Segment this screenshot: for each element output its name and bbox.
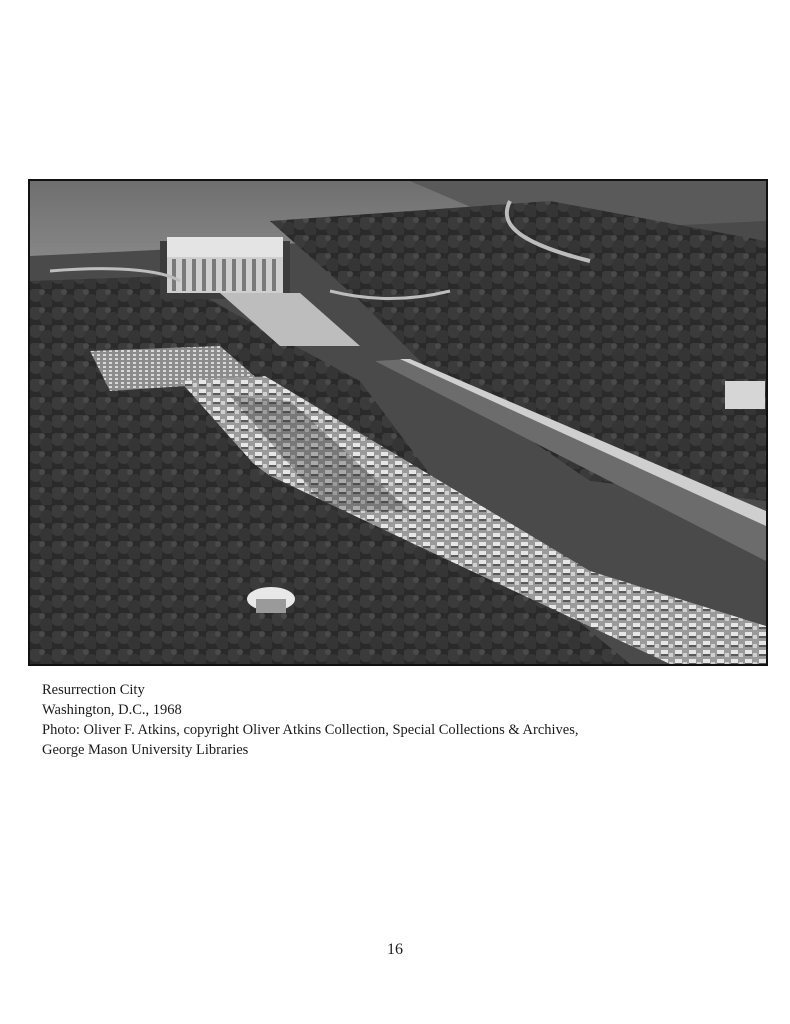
caption-credit-continued: George Mason University Libraries xyxy=(42,742,249,758)
photo-illustration xyxy=(30,181,766,664)
caption-location-date: Washington, D.C., 1968 xyxy=(42,702,182,718)
aerial-photo xyxy=(28,179,768,666)
page-number: 16 xyxy=(387,941,403,958)
caption-title: Resurrection City xyxy=(42,682,145,698)
building xyxy=(725,381,765,409)
photo-caption xyxy=(42,680,579,760)
caption-credit: Photo: Oliver F. Atkins, copyright Oliver Atkins Collection, Special Collections & Archives, xyxy=(42,722,579,738)
